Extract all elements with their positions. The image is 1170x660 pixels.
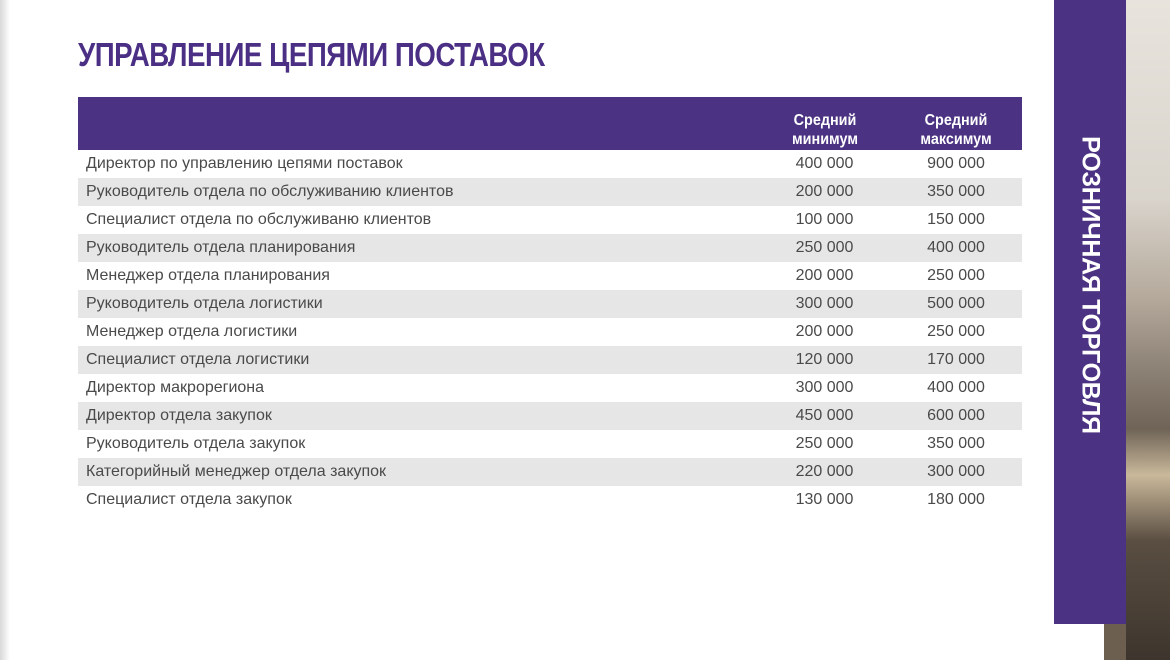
position-cell: Специалист отдела закупок [86,491,292,508]
table-row [78,178,1022,206]
average-max-cell: 350 000 [927,183,985,200]
average-min-cell: 300 000 [795,295,854,312]
header-average-min-label: Средний минимум [791,112,858,148]
position-cell: Директор по управлению цепями поставок [86,155,403,172]
average-max-cell: 350 000 [927,435,985,452]
average-min-cell: 130 000 [795,491,854,508]
average-max-cell: 250 000 [927,267,985,284]
salary-table-container [78,97,1022,514]
average-min-cell: 450 000 [795,407,854,424]
table-row [78,290,1022,318]
position-cell: Специалист отдела логистики [86,351,310,368]
average-min-cell: 250 000 [795,435,854,452]
page-edge-shadow [0,0,10,660]
average-min-cell: 120 000 [795,351,854,368]
table-row [78,486,1022,514]
table-row [78,206,1022,234]
position-cell: Менеджер отдела логистики [86,323,298,340]
table-row [78,262,1022,290]
header-average-max [890,97,1022,150]
average-min-cell: 300 000 [795,379,854,396]
average-min-cell: 400 000 [795,155,854,172]
table-row [78,346,1022,374]
table-row [78,430,1022,458]
average-max-cell: 400 000 [927,379,985,396]
average-max-cell: 500 000 [927,295,985,312]
average-max-cell: 300 000 [927,463,985,480]
background-photo-corner [1104,624,1126,660]
table-body [78,150,1022,514]
position-cell: Директор макрорегиона [86,379,265,396]
table-row [78,318,1022,346]
average-max-cell: 170 000 [927,351,985,368]
position-cell: Руководитель отдела по обслуживанию клиентов [86,183,454,200]
average-min-cell: 100 000 [795,211,854,228]
average-max-cell: 150 000 [927,211,985,228]
table-row [78,458,1022,486]
position-cell: Руководитель отдела закупок [86,435,306,452]
side-banner-label: РОЗНИЧНАЯ ТОРГОВЛЯ [1076,136,1105,434]
average-min-cell: 220 000 [795,463,854,480]
position-cell: Специалист отдела по обслуживаню клиентов [86,211,432,228]
header-position [78,97,759,150]
position-cell: Категорийный менеджер отдела закупок [86,463,387,480]
average-max-cell: 600 000 [927,407,985,424]
table-row [78,402,1022,430]
position-cell: Директор отдела закупок [86,407,272,424]
average-max-cell: 900 000 [927,155,985,172]
header-average-max-label: Средний максимум [920,112,992,148]
page-title: УПРАВЛЕНИЕ ЦЕПЯМИ ПОСТАВОК [78,36,545,73]
average-min-cell: 200 000 [795,323,854,340]
position-cell: Менеджер отдела планирования [86,267,330,284]
average-max-cell: 250 000 [927,323,985,340]
average-max-cell: 400 000 [927,239,985,256]
average-max-cell: 180 000 [927,491,985,508]
average-min-cell: 250 000 [795,239,854,256]
average-min-cell: 200 000 [795,267,854,284]
table-row [78,150,1022,178]
table-header-row [78,97,1022,150]
salary-table [78,97,1022,514]
average-min-cell: 200 000 [795,183,854,200]
table-row [78,374,1022,402]
position-cell: Руководитель отдела логистики [86,295,323,312]
header-average-min [759,97,890,150]
background-photo [1126,0,1170,660]
table-row [78,234,1022,262]
position-cell: Руководитель отдела планирования [86,239,356,256]
